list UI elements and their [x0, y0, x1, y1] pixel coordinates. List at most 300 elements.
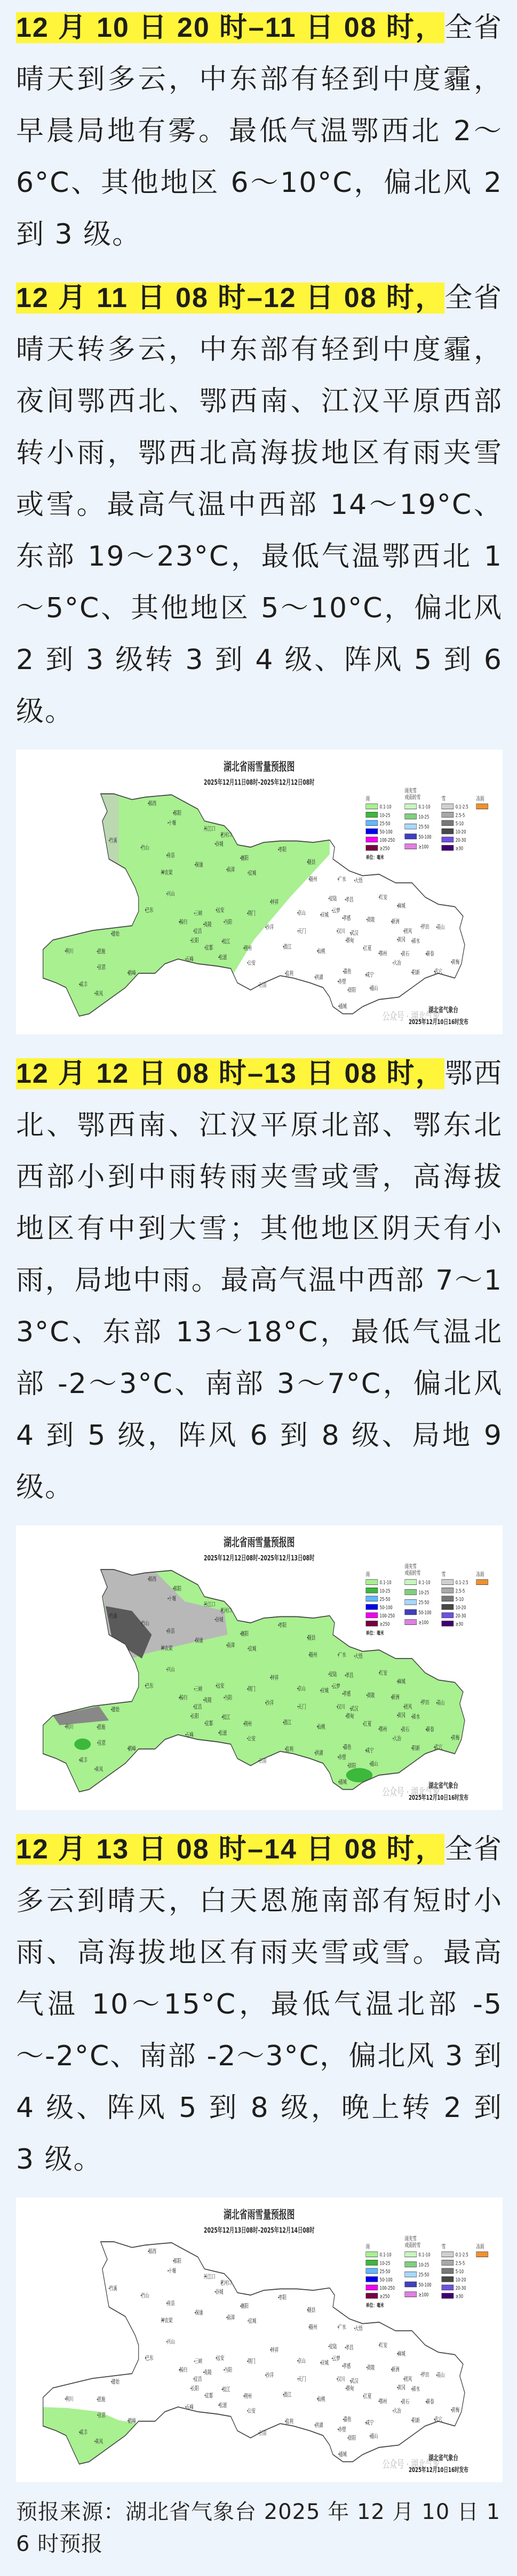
city-label: 十堰 [168, 1595, 177, 1603]
city-label: 仙桃 [317, 2395, 325, 2403]
city-label: 江夏 [363, 2393, 372, 2400]
legend-rain-label: 25-50 [379, 820, 391, 827]
city-label: 丹江口 [203, 1601, 216, 1608]
city-label: 钟祥 [271, 1675, 279, 1681]
city-label: 洪湖 [315, 974, 323, 981]
city-label: 黄冈 [397, 2384, 405, 2392]
city-label: 嘉鱼 [343, 2416, 352, 2424]
map-canvas [16, 1525, 503, 1810]
city-label: 郧阳 [173, 1585, 181, 1592]
legend-mixed-label: ≥100 [418, 843, 429, 850]
forecast-paragraph-4 [16, 1824, 503, 2186]
city-label: 远安 [216, 2355, 225, 2362]
legend-mixed-label: 10-25 [418, 1589, 429, 1596]
period-highlight: 12 月 12 日 08 时–13 日 08 时， [16, 1058, 445, 1089]
forecast-paragraph-2 [16, 272, 503, 738]
city-label: 利川 [65, 1723, 74, 1730]
precip-layer [16, 1525, 503, 1810]
city-label: 黄陂 [367, 2364, 375, 2371]
city-label: 罗田 [421, 2371, 429, 2379]
city-label: 阳新 [412, 969, 420, 976]
city-label: 老河口 [220, 2280, 232, 2287]
map-period: 2025年12月13日08时–2025年12月14日08时 [204, 2226, 315, 2235]
city-label: 当阳 [224, 2366, 233, 2374]
legend-snow-swatch [442, 2268, 454, 2274]
city-label: 蕲春 [426, 2398, 434, 2406]
city-label: 利川 [65, 2395, 74, 2403]
city-label: 大悟 [354, 1653, 363, 1660]
map-issued: 2025年12月10日16时发布 [409, 1793, 468, 1802]
legend-rain-swatch [366, 812, 378, 817]
legend-snow-swatch [442, 2252, 454, 2257]
city-label: 沙洋 [266, 924, 274, 931]
city-label: 兴山 [166, 890, 175, 898]
city-label: 新洲 [391, 2366, 400, 2373]
city-label: 石首 [259, 2430, 267, 2437]
legend-rain-label: 50-100 [379, 1604, 393, 1611]
city-label: 夷陵 [203, 921, 212, 928]
city-label: 武穴 [434, 968, 443, 976]
map-issuer: 湖北省气象台 [428, 2453, 458, 2462]
city-label: 宣恩 [98, 2412, 106, 2419]
map-canvas [16, 750, 503, 1034]
city-label: 郧西 [148, 2248, 157, 2255]
map-issuer: 湖北省气象台 [428, 1781, 458, 1790]
city-label: 嘉鱼 [343, 968, 352, 976]
forecast-map-2 [16, 1525, 503, 1810]
legend-rain-swatch [366, 2252, 378, 2257]
city-label: 蕲春 [426, 1726, 434, 1734]
legend-mixed-swatch [405, 1580, 417, 1585]
city-label: 竹山 [141, 2292, 149, 2300]
legend-mixed-swatch [405, 2272, 417, 2277]
forecast-text: 鄂西北、鄂西南、江汉平原北部、鄂东北西部小到中雨转雨夹雪或雪，高海拔地区有中到大雪；其他地区阴天有小雨，局地中雨。最高气温中西部 7～13°C、东部 13～18°C，最低气温北部 -2～3°C、南部 3～7°C，偏北风 4 到 5 级，阵风 6 到 8 级、局地 9 级。 [16, 1058, 503, 1503]
city-label: 荆州 [244, 945, 252, 952]
city-label: 宜都 [205, 944, 213, 952]
city-label: 崇阳 [348, 1762, 356, 1770]
city-label: 襄阳 [241, 2303, 249, 2310]
legend-title-rain: 雨 [365, 795, 370, 803]
city-label: 黄石 [401, 951, 410, 958]
city-label: 兴山 [166, 1666, 175, 1673]
city-label: 枣阳 [279, 1622, 287, 1629]
city-label: 监利 [285, 970, 293, 977]
legend-snow-label: 5-10 [455, 820, 464, 827]
legend-snow-label: 20-30 [455, 2284, 466, 2291]
legend-snow-swatch [442, 1596, 454, 1601]
forecast-paragraph-3 [16, 1048, 503, 1514]
city-label: 丹江口 [203, 825, 216, 833]
forecast-text: 全省晴天转多云，中东部有轻到中度霾，夜间鄂西北、鄂西南、江汉平原西部转小雨，鄂西北高海拔地区有雨夹雪或雪。最高气温中西部 14～19°C、东部 19～23°C，最低气温鄂西北 1～5°C、其他地区 5～10°C，偏北风 2 到 3 级转 3 到 4 级、阵风 5 到 6 级。 [16, 282, 503, 728]
city-label: 远安 [216, 907, 225, 914]
legend-mixed-swatch [405, 844, 417, 849]
watermark: 公众号 · 湖北气象 [382, 2458, 440, 2470]
city-label: 应城 [321, 912, 329, 919]
city-label: 孝昌 [345, 1672, 354, 1679]
city-label: 浠水 [412, 1713, 420, 1721]
legend-mixed-swatch [405, 804, 417, 809]
city-label: 崇阳 [348, 987, 356, 994]
city-label: 竹山 [141, 1620, 149, 1628]
city-label: 通山 [370, 2433, 378, 2440]
city-label: 随县 [307, 1635, 316, 1641]
city-label: 钟祥 [271, 2347, 279, 2354]
legend-mixed-label: ≥100 [418, 2291, 429, 2298]
city-label: 石首 [259, 982, 267, 989]
watermark: 公众号 · 湖北气象 [382, 1785, 440, 1798]
city-label: 仙桃 [317, 1723, 325, 1730]
legend-rain-swatch [366, 2260, 378, 2265]
legend-rain-swatch [366, 1596, 378, 1601]
legend-snow-label: 5-10 [455, 1596, 464, 1603]
city-label: 宣恩 [98, 964, 106, 971]
legend-mixed-label: 0.1-10 [418, 1579, 431, 1586]
legend-rain-label: 0.1-10 [379, 1579, 392, 1586]
legend-rain-label: 100-250 [379, 1612, 395, 1619]
city-label: 秭归 [179, 1694, 188, 1702]
city-label: 武穴 [434, 1744, 443, 1751]
city-label: 宜城 [248, 2317, 257, 2325]
city-label: 随州 [309, 1652, 317, 1659]
city-label: 荆门 [248, 1686, 256, 1693]
legend-rain-swatch [366, 1613, 378, 1618]
city-label: 广水 [338, 2324, 346, 2331]
city-label: 襄阳 [241, 1630, 249, 1638]
city-label: 安陆 [329, 1671, 337, 1678]
city-label: 房县 [166, 2300, 175, 2307]
city-label: 保康 [195, 2309, 203, 2317]
city-label: 谷城 [215, 2289, 224, 2296]
city-label: 黄石 [401, 1726, 410, 1734]
legend-unit: 单位：毫米 [365, 2302, 384, 2308]
city-label: 神农架 [161, 2317, 173, 2324]
city-label: 阳新 [412, 1745, 420, 1752]
city-label: 五峰 [185, 2404, 194, 2411]
city-label: 随州 [309, 876, 317, 883]
city-label: 荆门 [248, 2358, 256, 2365]
city-label: 宜昌 [194, 928, 202, 935]
city-label: 枣阳 [279, 846, 287, 854]
city-label: 浠水 [412, 938, 420, 945]
legend-rain-swatch [366, 2293, 378, 2298]
city-label: 鄂州 [379, 2398, 387, 2405]
city-label: 长阳 [190, 1713, 199, 1720]
city-label: 恩施 [97, 2396, 106, 2403]
city-label: 团风 [404, 928, 412, 935]
city-label: 浠水 [412, 2386, 420, 2393]
city-label: 黄梅 [451, 1734, 460, 1742]
city-label: 孝感 [343, 1690, 351, 1698]
legend-snow-swatch [442, 1588, 454, 1593]
map-canvas [16, 2197, 503, 2482]
legend-rain-label: 0.1-10 [379, 2251, 392, 2258]
city-label: 武汉 [350, 1705, 359, 1712]
map-legend [366, 1563, 488, 1636]
city-label: 宣恩 [98, 1740, 106, 1747]
legend-mixed-label: 50-100 [418, 833, 432, 840]
city-label: 广水 [338, 876, 346, 883]
city-label: 神农架 [161, 869, 173, 876]
legend-title-rain: 雨 [365, 1571, 370, 1579]
legend-rain-label: ≥250 [379, 845, 390, 851]
city-label: 云梦 [332, 1683, 340, 1690]
legend-snow-swatch [442, 845, 454, 850]
legend-rain-swatch [366, 828, 378, 834]
legend-title-mixed: 雨夹雪 [404, 2235, 417, 2242]
city-label: 五峰 [185, 1732, 194, 1738]
legend-snow-label: 0.1-2.5 [455, 2251, 468, 2258]
city-label: 新洲 [391, 1694, 400, 1701]
city-label: 通城 [339, 2451, 347, 2458]
city-label: 夷陵 [203, 1696, 212, 1704]
legend-snow-swatch [442, 837, 454, 842]
legend-snow-label: 20-30 [455, 1612, 466, 1619]
city-label: 天门 [298, 2376, 306, 2383]
city-label: 兴山 [166, 2338, 175, 2346]
legend-title-freezing: 冻雨 [476, 2243, 484, 2251]
city-label: 当阳 [224, 1694, 233, 1702]
city-label: 通城 [339, 1778, 347, 1786]
city-label: 鹤峰 [128, 1745, 136, 1752]
legend-mixed-swatch [405, 2252, 417, 2257]
legend-mixed-swatch [405, 2292, 417, 2297]
legend-mixed-swatch [405, 2262, 417, 2267]
legend-mixed-swatch [405, 1599, 417, 1605]
city-label: 巴东 [145, 1683, 154, 1689]
legend-title-mixed: 或雨转雪 [404, 2242, 421, 2249]
city-label: 秭归 [179, 2366, 188, 2374]
city-label: 大冶 [393, 960, 401, 967]
city-label: 竹溪 [109, 837, 117, 844]
legend-rain-swatch [366, 2268, 378, 2274]
legend-title-snow: 雪 [441, 1571, 446, 1579]
legend-snow-swatch [442, 1580, 454, 1585]
city-label: 郧西 [148, 800, 157, 807]
city-label: 孝感 [343, 2363, 351, 2370]
city-label: 房县 [166, 1628, 175, 1635]
legend-snow-swatch [442, 2260, 454, 2265]
city-label: 丹江口 [203, 2273, 216, 2281]
city-label: 汉川 [337, 928, 345, 935]
city-label: 枝江 [222, 938, 230, 945]
legend-mixed-swatch [405, 1590, 417, 1595]
city-label: 十堰 [168, 2267, 177, 2275]
city-label: 巴东 [145, 907, 154, 914]
city-label: 大冶 [393, 2408, 401, 2415]
city-label: 应城 [321, 1687, 329, 1694]
city-label: 枣阳 [279, 2294, 287, 2301]
legend-rain-label: 100-250 [379, 836, 395, 843]
city-label: 谷城 [215, 841, 224, 848]
legend-snow-label: 2.5-5 [455, 2259, 465, 2266]
map-title: 湖北省雨雪量预报图 [224, 1536, 295, 1550]
city-label: 麻城 [397, 2350, 405, 2357]
city-label: 长阳 [190, 937, 199, 945]
city-label: 广水 [338, 1652, 346, 1659]
legend-snow-label: 2.5-5 [455, 1587, 465, 1594]
city-label: 松滋 [219, 2402, 227, 2409]
map-legend [366, 2235, 488, 2308]
forecast-map-1 [16, 750, 503, 1034]
city-label: 天门 [298, 1703, 306, 1711]
map-title: 湖北省雨雪量预报图 [224, 760, 295, 774]
legend-title-freezing: 冻雨 [476, 1571, 484, 1579]
city-label: 沙洋 [266, 1700, 274, 1707]
city-label: 阳新 [412, 2417, 420, 2424]
city-label: 崇阳 [348, 2435, 356, 2442]
city-label: 孝感 [343, 915, 351, 922]
legend-snow-label: 0.1-2.5 [455, 803, 468, 810]
city-label: 团风 [404, 2376, 412, 2383]
legend-mixed-swatch [405, 1609, 417, 1615]
legend-mixed-label: 25-50 [418, 1599, 429, 1606]
legend-snow-label: 10-20 [455, 828, 466, 835]
city-label: 随县 [307, 2307, 316, 2314]
rain-area [16, 1525, 503, 1810]
map-issued: 2025年12月10日16时发布 [409, 1018, 468, 1026]
city-label: 建始 [112, 1706, 120, 1713]
city-label: 京山 [297, 909, 306, 917]
city-label: 随县 [307, 859, 316, 866]
legend-title-mixed: 雨夹雪 [404, 787, 417, 794]
city-label: 来凤 [95, 2438, 104, 2445]
city-label: 汉川 [337, 2376, 345, 2383]
city-label: 武穴 [434, 2416, 443, 2424]
legend-mixed-label: 0.1-10 [418, 803, 431, 810]
period-highlight: 12 月 11 日 08 时–12 日 08 时， [16, 283, 445, 313]
legend-snow-label: ≥30 [455, 845, 464, 851]
legend-rain-label: 10-25 [379, 2259, 391, 2266]
city-label: 巴东 [145, 2355, 154, 2362]
forecast-map-3 [16, 2197, 503, 2482]
city-label: 恩施 [97, 1724, 106, 1731]
legend-snow-swatch [442, 1604, 454, 1609]
city-label: 鹤峰 [128, 2418, 136, 2425]
city-label: 郧阳 [173, 810, 181, 817]
map-legend [366, 787, 488, 860]
city-label: 鄂州 [379, 1726, 387, 1733]
legend-rain-swatch [366, 2285, 378, 2290]
city-label: 保康 [195, 862, 203, 869]
city-label: 咸宁 [365, 1747, 374, 1754]
city-label: 英山 [436, 1700, 445, 1707]
city-label: 来凤 [95, 990, 104, 997]
legend-title-rain: 雨 [365, 2243, 370, 2251]
city-label: 应城 [321, 2360, 329, 2366]
legend-mixed-label: 50-100 [418, 2281, 432, 2288]
city-label: 秭归 [179, 919, 188, 926]
city-label: 潜江 [283, 2391, 292, 2398]
legend-snow-label: ≥30 [455, 2293, 464, 2299]
city-label: 松滋 [219, 1729, 227, 1737]
legend-rain-swatch [366, 820, 378, 826]
legend-rain-label: 50-100 [379, 828, 393, 835]
city-label: 赤壁 [338, 2426, 346, 2433]
legend-title-mixed: 或雨转雪 [404, 1569, 421, 1577]
legend-snow-label: 10-20 [455, 2276, 466, 2283]
city-label: 监利 [285, 2418, 293, 2425]
legend-rain-swatch [366, 837, 378, 842]
city-label: 英山 [436, 924, 445, 931]
city-label: 通山 [370, 985, 378, 992]
legend-snow-swatch [442, 804, 454, 809]
legend-rain-label: ≥250 [379, 1621, 390, 1627]
city-label: 宜城 [248, 1645, 257, 1653]
mixed-area [99, 792, 119, 873]
city-label: 钟祥 [271, 899, 279, 906]
city-label: 郧西 [148, 1576, 157, 1583]
city-label: 武汉 [350, 2378, 359, 2385]
city-label: 红安 [379, 894, 387, 901]
forecast-text: 全省晴天到多云，中东部有轻到中度霾，早晨局地有雾。最低气温鄂西北 2～6°C、其他地区 6～10°C，偏北风 2 到 3 级。 [16, 12, 503, 251]
legend-rain-label: ≥250 [379, 2293, 390, 2299]
city-label: 远安 [216, 1683, 225, 1689]
city-label: 荆州 [244, 1720, 252, 1728]
city-label: 夷陵 [203, 2369, 212, 2376]
city-label: 赤壁 [338, 978, 346, 985]
city-label: 来凤 [95, 1766, 104, 1773]
city-label: 嘉鱼 [343, 1744, 352, 1751]
city-label: 枝江 [222, 1714, 230, 1721]
city-label: 五峰 [185, 956, 194, 963]
city-label: 三峡 [194, 910, 203, 917]
city-label: 建始 [112, 930, 120, 938]
city-label: 通城 [339, 1003, 347, 1010]
city-label: 黄陂 [367, 1692, 375, 1699]
legend-snow-label: 20-30 [455, 836, 466, 843]
legend-mixed-swatch [405, 1620, 417, 1625]
city-label: 公安 [248, 1735, 256, 1743]
forecast-source: 预报来源：湖北省气象台 2025 年 12 月 10 日 16 时预报 [16, 2500, 501, 2556]
map-period: 2025年12月11日08时–2025年12月12日08时 [204, 778, 315, 787]
legend-snow-swatch [442, 1621, 454, 1626]
legend-rain-label: 25-50 [379, 2268, 391, 2275]
city-label: 黄陂 [367, 916, 375, 923]
legend-snow-label: ≥30 [455, 1621, 464, 1627]
legend-snow-label: 0.1-2.5 [455, 1579, 468, 1586]
city-label: 荆州 [244, 2393, 252, 2400]
legend-rain-swatch [366, 1604, 378, 1609]
city-label: 赤壁 [338, 1754, 346, 1761]
legend-mixed-swatch [405, 824, 417, 829]
city-label: 黄梅 [451, 959, 460, 966]
city-label: 当阳 [224, 919, 233, 926]
city-label: 南漳 [227, 866, 235, 874]
legend-rain-swatch [366, 845, 378, 850]
city-label: 宜都 [205, 2392, 213, 2400]
city-label: 三峡 [194, 2358, 203, 2365]
legend-freezing-swatch [476, 2252, 488, 2257]
city-label: 宜都 [205, 1720, 213, 1727]
legend-mixed-label: 10-25 [418, 814, 429, 820]
city-label: 江夏 [363, 945, 372, 952]
city-label: 十堰 [168, 819, 177, 827]
legend-snow-swatch [442, 1613, 454, 1618]
legend-rain-swatch [366, 2276, 378, 2282]
city-label: 潜江 [283, 1719, 292, 1726]
legend-mixed-swatch [405, 834, 417, 839]
city-label: 咸丰 [79, 981, 88, 988]
forecast-paragraph-1 [16, 2, 503, 261]
city-label: 鄂州 [379, 950, 387, 957]
legend-rain-swatch [366, 804, 378, 809]
city-label: 长阳 [190, 2385, 199, 2393]
city-label: 黄冈 [397, 936, 405, 944]
legend-mixed-label: 10-25 [418, 2261, 429, 2268]
legend-mixed-label: 50-100 [418, 1609, 432, 1616]
legend-title-snow: 雪 [441, 795, 446, 803]
city-label: 公安 [248, 960, 256, 967]
